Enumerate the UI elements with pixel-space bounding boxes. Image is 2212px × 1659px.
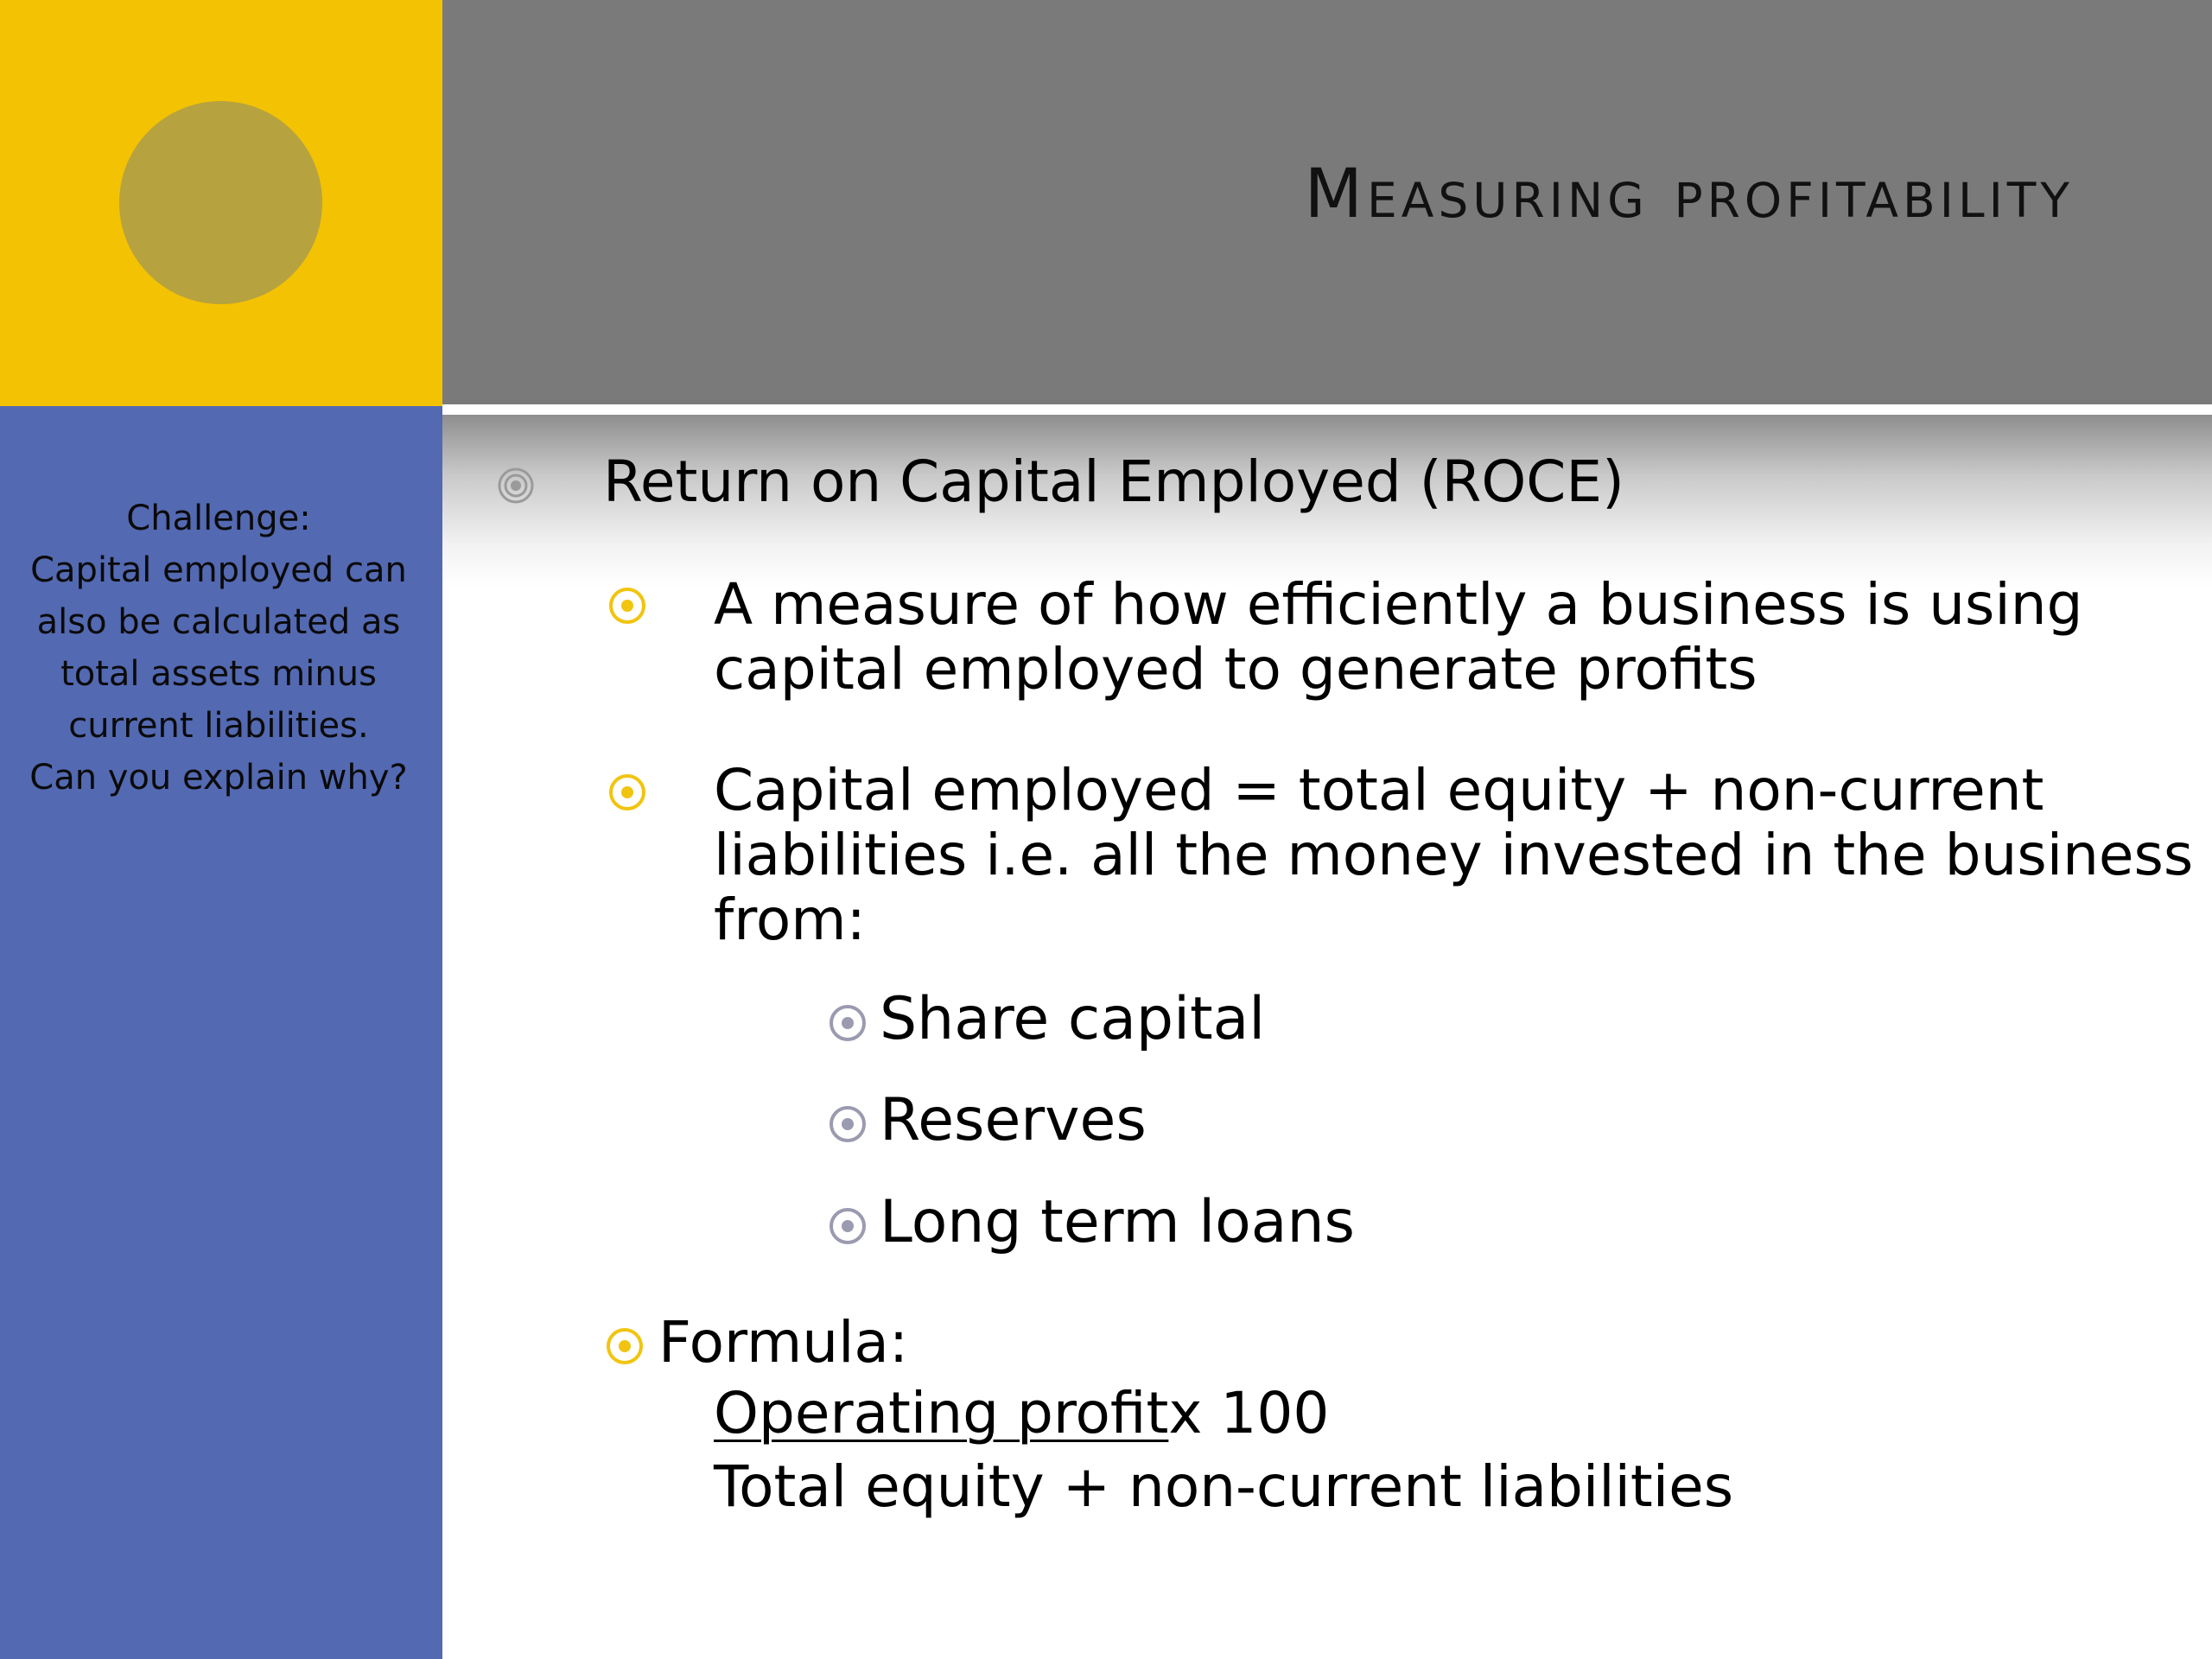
formula-numerator-row [714, 1380, 1329, 1446]
bullet-line: liabilities i.e. all the money invested in the business [714, 822, 2194, 888]
gray-bullet-icon [828, 1003, 868, 1043]
bullet-line: capital employed to generate profits [714, 636, 1758, 702]
challenge-line: Can you explain why? [29, 758, 408, 798]
challenge-line: Capital employed can [30, 550, 407, 590]
formula-multiplier: x 100 [1168, 1380, 1330, 1446]
sub-item-long-term-loans: Long term loans [880, 1188, 1355, 1256]
yellow-bullet-icon [607, 586, 647, 626]
yellow-bullet-icon [605, 1326, 645, 1366]
header-divider [442, 404, 2212, 415]
gray-bullet-icon [828, 1206, 868, 1246]
slide-title: Measuring profitability [1304, 156, 2074, 233]
bullet-line: from: [714, 887, 866, 953]
formula-label: Formula: [658, 1309, 909, 1376]
bullet-capital-employed [714, 758, 2193, 952]
sub-item-reserves: Reserves [880, 1086, 1147, 1154]
corner-accent-block [0, 0, 442, 406]
title-header [442, 0, 2212, 404]
target-bullet-icon [497, 467, 535, 505]
challenge-line: also be calculated as [36, 602, 401, 642]
bullet-measure [714, 572, 2082, 702]
bullet-line: A measure of how efficiently a business is using [714, 571, 2083, 638]
gray-bullet-icon [828, 1104, 868, 1144]
main-bullet-text: Return on Capital Employed (ROCE) [603, 448, 1624, 515]
formula-numerator: Operating profit [714, 1380, 1169, 1446]
challenge-line: current liabilities. [68, 706, 369, 746]
sub-item-share-capital: Share capital [880, 985, 1266, 1053]
challenge-line: total assets minus [60, 654, 377, 694]
yellow-bullet-icon [607, 772, 647, 812]
challenge-line: Challenge: [126, 499, 311, 538]
bullet-line: Capital employed = total equity + non-current [714, 757, 2044, 823]
challenge-note [0, 493, 437, 804]
decorative-circle [119, 101, 322, 304]
formula-denominator: Total equity + non-current liabilities [714, 1453, 1734, 1520]
